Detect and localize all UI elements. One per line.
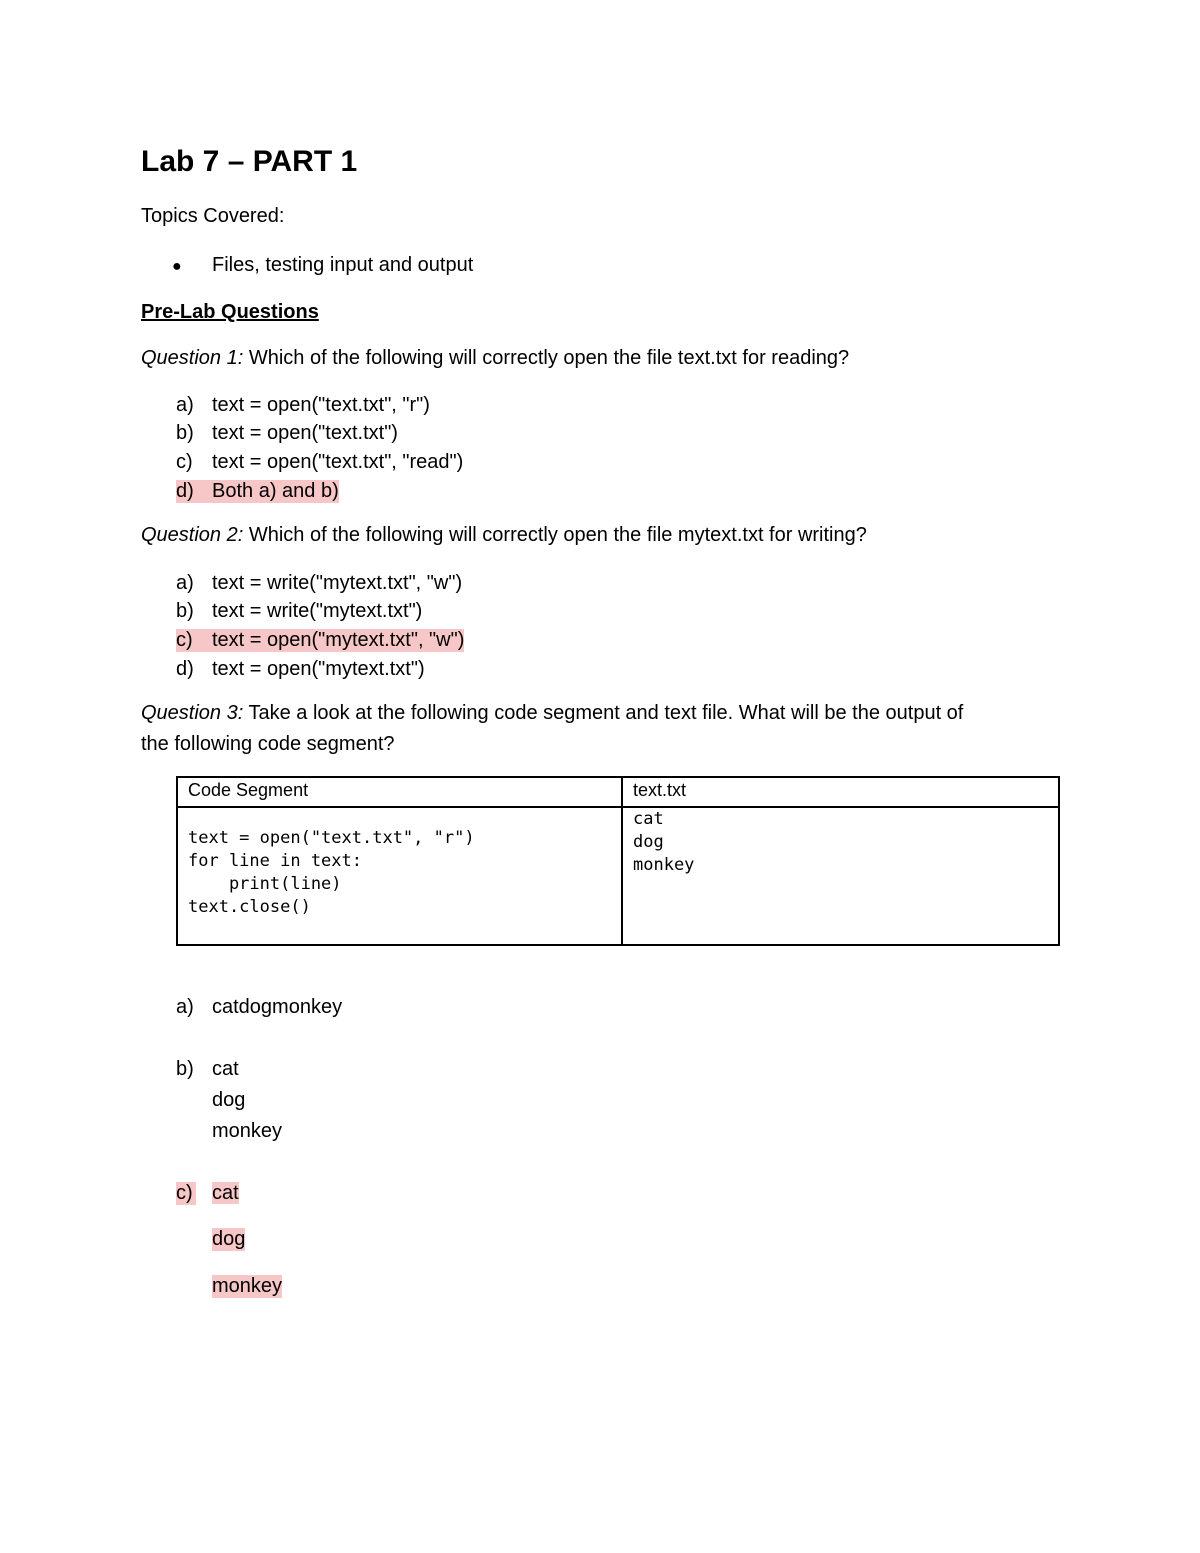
option-letter: c) [176, 629, 193, 651]
option-text: Both a) and b) [212, 480, 339, 502]
q2-option-a [176, 572, 462, 595]
code-table [176, 776, 1060, 946]
code-segment-cell [177, 807, 622, 945]
q3-option-c-line: dog [212, 1228, 246, 1250]
page-title: Lab 7 – PART 1 [141, 145, 358, 178]
q3-option-a [176, 996, 342, 1019]
q1-option-d-highlighted [176, 480, 339, 503]
topic-list-item [172, 254, 473, 277]
question-2 [141, 524, 867, 547]
option-text: text = write("mytext.txt", "w") [212, 572, 463, 594]
q2-option-d [176, 658, 425, 681]
code-segment-header: Code Segment [177, 777, 622, 807]
prelab-heading: Pre-Lab Questions [141, 301, 319, 323]
question-3-label: Question 3: [141, 702, 244, 724]
q1-option-a [176, 394, 430, 417]
code-block: text = open("text.txt", "r") for line in text: print(line) text.close() [188, 828, 475, 917]
q1-option-c [176, 451, 463, 474]
q3-option-c-line: monkey [212, 1275, 283, 1297]
option-text: cat [212, 1182, 239, 1204]
question-1-label: Question 1: [141, 347, 244, 369]
option-letter: c) [176, 1182, 196, 1205]
option-letter: b) [176, 600, 194, 622]
option-text: text = open("text.txt", "read") [212, 451, 464, 473]
question-3 [141, 702, 963, 725]
file-contents: cat dog monkey [633, 809, 695, 875]
option-letter: d) [176, 480, 194, 502]
option-letter: c) [176, 451, 193, 473]
text-file-header: text.txt [622, 777, 1059, 807]
q3-option-b-line: monkey [212, 1120, 283, 1142]
q1-option-b [176, 422, 398, 445]
option-text: cat [212, 1058, 239, 1080]
question-1 [141, 347, 849, 370]
q3-option-c-highlighted [176, 1182, 239, 1205]
q3-option-b [176, 1058, 239, 1081]
option-text: text = write("mytext.txt") [212, 600, 423, 622]
q3-option-b-line: dog [212, 1089, 246, 1111]
text-file-cell [622, 807, 1059, 945]
question-1-text: Which of the following will correctly open the file text.txt for reading? [243, 347, 850, 369]
option-letter: a) [176, 572, 194, 594]
q2-option-c-highlighted [176, 629, 464, 652]
q2-option-b [176, 600, 422, 623]
option-text: catdogmonkey [212, 996, 343, 1018]
option-text: text = open("text.txt", "r") [212, 394, 430, 416]
option-letter: d) [176, 658, 194, 680]
question-2-text: Which of the following will correctly open the file mytext.txt for writing? [243, 524, 867, 546]
option-text: text = open("text.txt") [212, 422, 398, 444]
topics-label: Topics Covered: [141, 205, 285, 227]
question-3-text: Take a look at the following code segment and text file. What will be the output of [243, 702, 964, 724]
option-letter: a) [176, 996, 194, 1018]
option-letter: b) [176, 422, 194, 444]
question-2-label: Question 2: [141, 524, 244, 546]
option-letter: a) [176, 394, 194, 416]
question-3-text-cont: the following code segment? [141, 733, 395, 755]
option-letter: b) [176, 1058, 194, 1080]
topic-text: Files, testing input and output [212, 254, 474, 276]
option-text: text = open("mytext.txt", "w") [212, 629, 465, 651]
option-text: text = open("mytext.txt") [212, 658, 425, 680]
bullet-icon: ● [172, 258, 182, 275]
